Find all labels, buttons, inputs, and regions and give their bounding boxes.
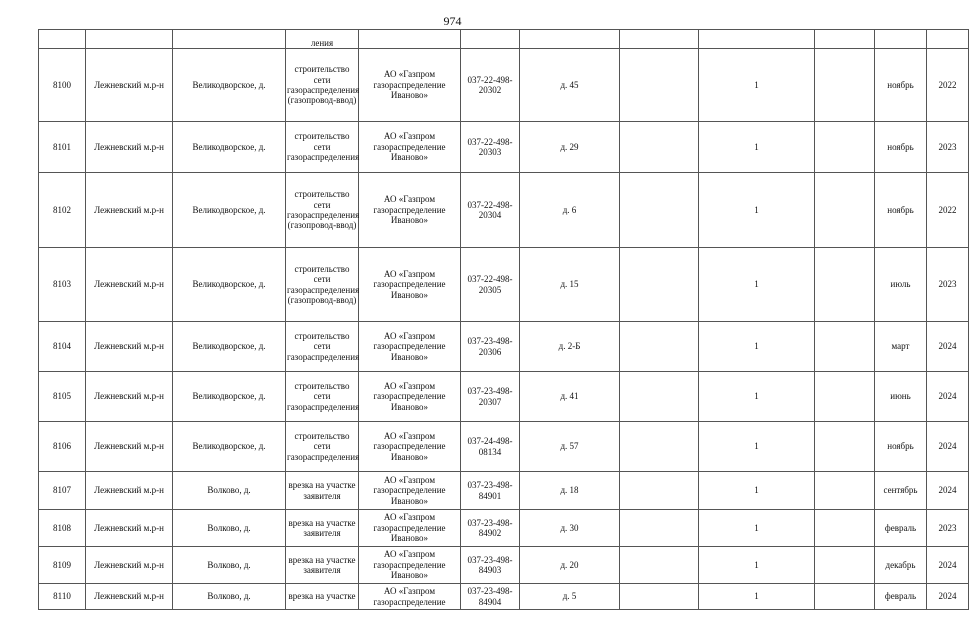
organization-cell: АО «Газпром газораспределение Иваново»: [359, 422, 461, 472]
organization-cell: АО «Газпром газораспределение Иваново»: [359, 122, 461, 173]
year-cell: 2023: [927, 510, 969, 547]
work-type-cell: строительство сети газораспределения: [286, 422, 359, 472]
month-cell: июнь: [875, 372, 927, 422]
organization-cell: АО «Газпром газораспределение Иваново»: [359, 49, 461, 122]
month-cell: декабрь: [875, 547, 927, 584]
house-cell: д. 6: [520, 173, 620, 248]
organization-cell: АО «Газпром газораспределение Иваново»: [359, 547, 461, 584]
work-type-cell: врезка на участке заявителя: [286, 547, 359, 584]
table-row: [39, 372, 969, 422]
quantity-cell: 1: [699, 472, 815, 510]
house-cell: д. 45: [520, 49, 620, 122]
code-cell: 037-22-498-20304: [461, 173, 520, 248]
district-cell: Лежневский м.р-н: [86, 49, 173, 122]
locality-cell: Волково, д.: [173, 510, 286, 547]
locality-cell: Великодворское, д.: [173, 173, 286, 248]
organization-cell: АО «Газпром газораспределение Иваново»: [359, 322, 461, 372]
house-cell: д. 30: [520, 510, 620, 547]
district-cell: Лежневский м.р-н: [86, 510, 173, 547]
empty-cell: [815, 510, 875, 547]
quantity-cell: 1: [699, 547, 815, 584]
organization-cell: АО «Газпром газораспределение Иваново»: [359, 510, 461, 547]
empty-cell: [620, 322, 699, 372]
locality-cell: Великодворское, д.: [173, 248, 286, 322]
code-cell: 037-23-498-84902: [461, 510, 520, 547]
organization-cell: АО «Газпром газораспределение: [359, 584, 461, 610]
year-cell: 2024: [927, 372, 969, 422]
year-cell: 2023: [927, 122, 969, 173]
empty-cell: [815, 472, 875, 510]
empty-cell: [620, 510, 699, 547]
organization-cell: АО «Газпром газораспределение Иваново»: [359, 248, 461, 322]
month-cell: февраль: [875, 584, 927, 610]
empty-cell: [620, 372, 699, 422]
work-type-cell: строительство сети газораспределения: [286, 322, 359, 372]
house-cell: д. 20: [520, 547, 620, 584]
empty-cell: [620, 547, 699, 584]
organization-cell: АО «Газпром газораспределение Иваново»: [359, 173, 461, 248]
empty-cell: [620, 122, 699, 173]
quantity-cell: 1: [699, 372, 815, 422]
district-cell: Лежневский м.р-н: [86, 122, 173, 173]
empty-cell: [815, 173, 875, 248]
table-body: [39, 30, 969, 610]
empty-cell: [620, 248, 699, 322]
quantity-cell: 1: [699, 173, 815, 248]
district-cell: Лежневский м.р-н: [86, 422, 173, 472]
code-cell: 037-23-498-84903: [461, 547, 520, 584]
locality-cell: Великодворское, д.: [173, 422, 286, 472]
table-row: [39, 248, 969, 322]
quantity-cell: 1: [699, 322, 815, 372]
locality-cell: Великодворское, д.: [173, 372, 286, 422]
continued-type-cell: ления: [286, 30, 359, 49]
year-cell: 2023: [927, 248, 969, 322]
table-row: [39, 472, 969, 510]
quantity-cell: 1: [699, 584, 815, 610]
table-row: [39, 173, 969, 248]
work-type-cell: строительство сети газораспределения (газопровод-ввод): [286, 248, 359, 322]
year-cell: 2024: [927, 422, 969, 472]
row-number-cell: 8109: [39, 547, 86, 584]
organization-cell: АО «Газпром газораспределение Иваново»: [359, 472, 461, 510]
house-cell: д. 29: [520, 122, 620, 173]
year-cell: 2024: [927, 547, 969, 584]
month-cell: ноябрь: [875, 173, 927, 248]
house-cell: д. 18: [520, 472, 620, 510]
district-cell: Лежневский м.р-н: [86, 173, 173, 248]
district-cell: Лежневский м.р-н: [86, 248, 173, 322]
work-type-cell: строительство сети газораспределения: [286, 122, 359, 173]
empty-cell: [815, 372, 875, 422]
quantity-cell: 1: [699, 122, 815, 173]
code-cell: 037-23-498-84904: [461, 584, 520, 610]
house-cell: д. 15: [520, 248, 620, 322]
empty-cell: [815, 547, 875, 584]
month-cell: сентябрь: [875, 472, 927, 510]
work-type-cell: строительство сети газораспределения: [286, 372, 359, 422]
row-number-cell: 8110: [39, 584, 86, 610]
row-number-cell: 8108: [39, 510, 86, 547]
empty-cell: [815, 422, 875, 472]
year-cell: 2024: [927, 584, 969, 610]
empty-cell: [620, 49, 699, 122]
code-cell: 037-24-498-08134: [461, 422, 520, 472]
work-type-cell: строительство сети газораспределения (газопровод-ввод): [286, 49, 359, 122]
row-number-cell: 8102: [39, 173, 86, 248]
organization-cell: АО «Газпром газораспределение Иваново»: [359, 372, 461, 422]
table-row: [39, 547, 969, 584]
quantity-cell: 1: [699, 248, 815, 322]
code-cell: 037-23-498-20306: [461, 322, 520, 372]
locality-cell: Великодворское, д.: [173, 49, 286, 122]
row-number-cell: 8101: [39, 122, 86, 173]
row-number-cell: 8105: [39, 372, 86, 422]
row-number-cell: 8107: [39, 472, 86, 510]
code-cell: 037-22-498-20302: [461, 49, 520, 122]
empty-cell: [815, 322, 875, 372]
locality-cell: Великодворское, д.: [173, 322, 286, 372]
work-type-cell: врезка на участке заявителя: [286, 510, 359, 547]
empty-cell: [815, 248, 875, 322]
code-cell: 037-22-498-20303: [461, 122, 520, 173]
empty-cell: [620, 472, 699, 510]
house-cell: д. 2-Б: [520, 322, 620, 372]
quantity-cell: 1: [699, 422, 815, 472]
house-cell: д. 57: [520, 422, 620, 472]
row-number-cell: 8106: [39, 422, 86, 472]
month-cell: февраль: [875, 510, 927, 547]
empty-cell: [815, 584, 875, 610]
work-type-cell: врезка на участке заявителя: [286, 472, 359, 510]
locality-cell: Волково, д.: [173, 547, 286, 584]
locality-cell: Волково, д.: [173, 584, 286, 610]
empty-cell: [815, 49, 875, 122]
empty-cell: [620, 173, 699, 248]
work-type-cell: строительство сети газораспределения (газопровод-ввод): [286, 173, 359, 248]
locality-cell: Великодворское, д.: [173, 122, 286, 173]
month-cell: ноябрь: [875, 49, 927, 122]
code-cell: 037-23-498-20307: [461, 372, 520, 422]
district-cell: Лежневский м.р-н: [86, 584, 173, 610]
district-cell: Лежневский м.р-н: [86, 547, 173, 584]
row-number-cell: 8103: [39, 248, 86, 322]
district-cell: Лежневский м.р-н: [86, 372, 173, 422]
table-row: [39, 122, 969, 173]
year-cell: 2022: [927, 49, 969, 122]
registry-table: [38, 29, 969, 610]
page-number: 974: [443, 14, 462, 28]
month-cell: март: [875, 322, 927, 372]
year-cell: 2024: [927, 472, 969, 510]
quantity-cell: 1: [699, 510, 815, 547]
table-row: [39, 322, 969, 372]
code-cell: 037-22-498-20305: [461, 248, 520, 322]
month-cell: июль: [875, 248, 927, 322]
district-cell: Лежневский м.р-н: [86, 322, 173, 372]
empty-cell: [620, 422, 699, 472]
table-row: [39, 49, 969, 122]
row-number-cell: 8104: [39, 322, 86, 372]
table-row: [39, 584, 969, 610]
year-cell: 2024: [927, 322, 969, 372]
empty-cell: [620, 584, 699, 610]
district-cell: Лежневский м.р-н: [86, 472, 173, 510]
table-row: [39, 422, 969, 472]
empty-cell: [815, 122, 875, 173]
continued-row: [39, 30, 969, 49]
house-cell: д. 5: [520, 584, 620, 610]
table-row: [39, 510, 969, 547]
house-cell: д. 41: [520, 372, 620, 422]
month-cell: ноябрь: [875, 122, 927, 173]
row-number-cell: 8100: [39, 49, 86, 122]
year-cell: 2022: [927, 173, 969, 248]
locality-cell: Волково, д.: [173, 472, 286, 510]
quantity-cell: 1: [699, 49, 815, 122]
code-cell: 037-23-498-84901: [461, 472, 520, 510]
month-cell: ноябрь: [875, 422, 927, 472]
work-type-cell: врезка на участке: [286, 584, 359, 610]
